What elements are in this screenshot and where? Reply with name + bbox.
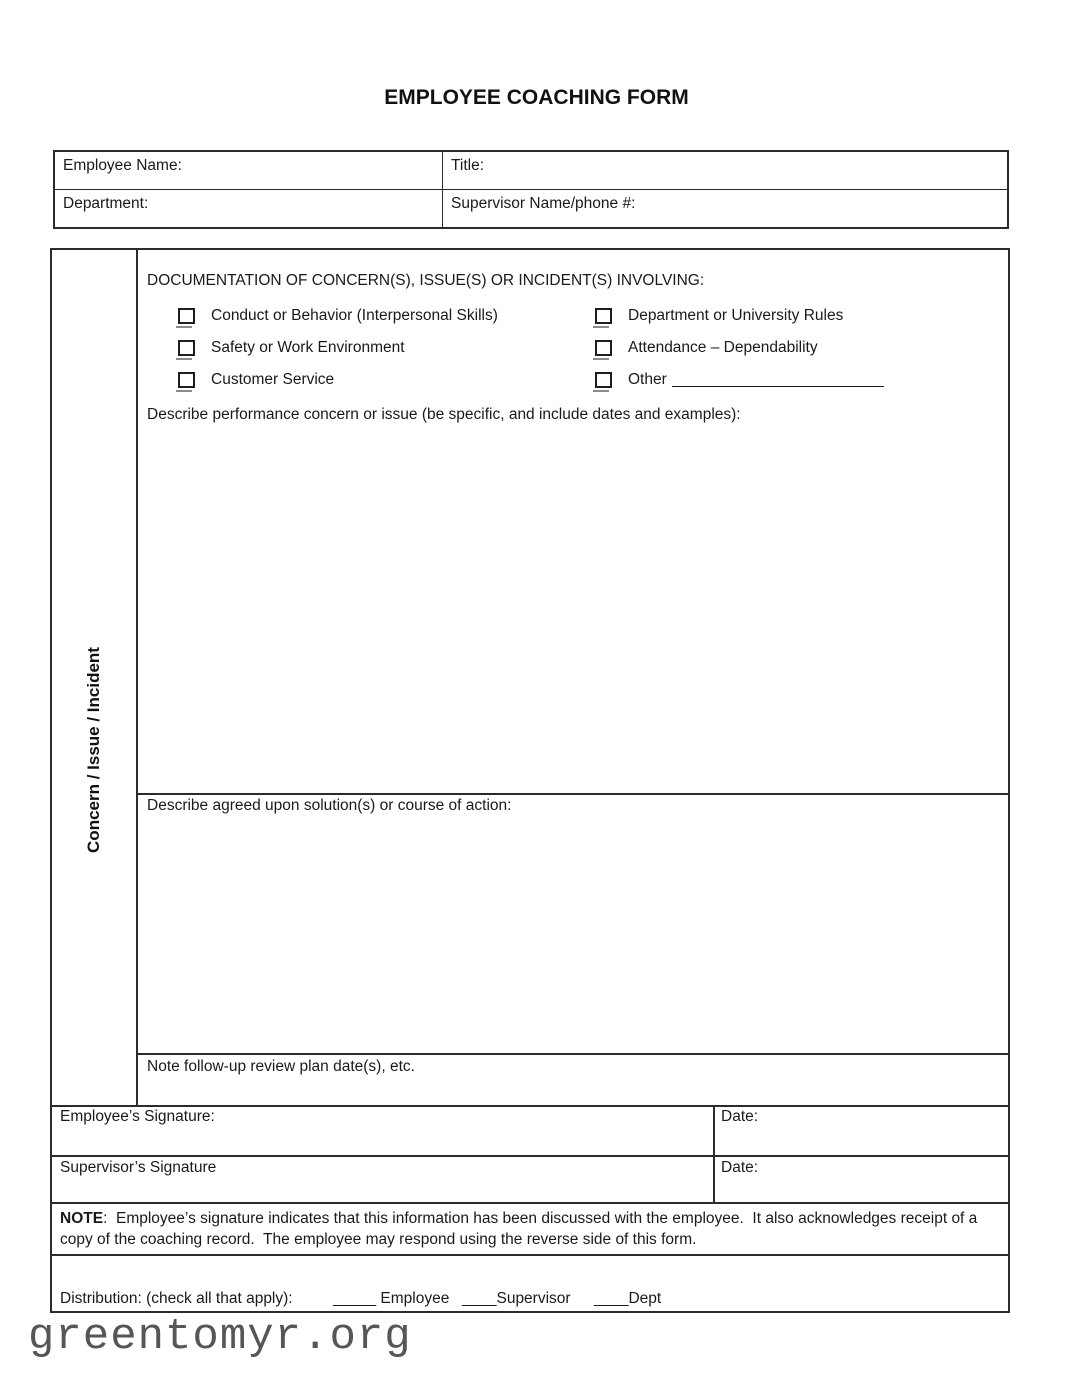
page-title: EMPLOYEE COACHING FORM — [384, 86, 689, 109]
followup-label: Note follow-up review plan date(s), etc. — [147, 1058, 415, 1075]
employee-signature-label: Employee’s Signature: — [60, 1108, 215, 1125]
checkbox-row-attendance — [595, 332, 884, 364]
department-field[interactable] — [55, 190, 443, 228]
checkbox-label-safety: Safety or Work Environment — [211, 339, 405, 356]
checkbox-label-department-rules: Department or University Rules — [628, 307, 844, 324]
checkbox-label-conduct: Conduct or Behavior (Interpersonal Skills) — [211, 307, 498, 324]
solution-description-area[interactable] — [138, 820, 1006, 1050]
checkbox-icon-customer-service[interactable] — [178, 372, 195, 388]
employee-name-field[interactable] — [55, 152, 443, 190]
followup-section-divider — [136, 1053, 1008, 1055]
concern-description-area[interactable] — [138, 430, 1006, 790]
concern-issue-incident-box — [50, 248, 1010, 1313]
header-info-table — [53, 150, 1009, 229]
supervisor-name-phone-label: Supervisor Name/phone #: — [451, 194, 636, 212]
employee-date-area[interactable] — [767, 1106, 1005, 1153]
followup-area[interactable] — [138, 1080, 1006, 1104]
checkbox-label-attendance: Attendance – Dependability — [628, 339, 818, 356]
supervisor-date-label: Date: — [721, 1159, 759, 1176]
distribution-label: Distribution: (check all that apply): — [60, 1290, 293, 1307]
note-bold-label: NOTE — [60, 1210, 104, 1227]
supervisor-signature-area[interactable] — [222, 1157, 710, 1200]
checkbox-row-other — [595, 364, 884, 396]
note-section-divider — [52, 1202, 1008, 1204]
side-label-concern-issue-incident: Concern / Issue / Incident — [84, 647, 103, 853]
watermark-text: greentomyr.org — [28, 1312, 412, 1362]
describe-concern-label: Describe performance concern or issue (be specific, and include dates and examples): — [147, 406, 741, 423]
checkbox-label-customer-service: Customer Service — [211, 371, 335, 388]
checkbox-icon-other[interactable] — [595, 372, 612, 388]
checkbox-icon-safety[interactable] — [178, 340, 195, 356]
checkbox-icon-department-rules[interactable] — [595, 308, 612, 324]
solution-section-divider — [136, 793, 1008, 795]
checkbox-row-conduct — [178, 300, 498, 332]
checkbox-icon-conduct[interactable] — [178, 308, 195, 324]
other-blank-line[interactable] — [672, 373, 884, 387]
note-line-1-text: : Employee’s signature indicates that this information has been discussed with the employee. It also acknowledges receipt of a — [103, 1210, 978, 1227]
note-paragraph — [60, 1208, 1004, 1250]
supervisor-name-phone-field[interactable] — [443, 190, 1007, 228]
checkbox-row-customer-service — [178, 364, 498, 396]
distribution-option-supervisor[interactable]: ____Supervisor — [462, 1290, 571, 1307]
note-line-2: copy of the coaching record. The employee may respond using the reverse side of this form. — [60, 1231, 697, 1248]
supervisor-signature-label: Supervisor’s Signature — [60, 1159, 217, 1176]
department-label: Department: — [63, 194, 149, 212]
employee-date-label: Date: — [721, 1108, 759, 1125]
distribution-section-divider — [52, 1254, 1008, 1256]
checkbox-row-department-rules — [595, 300, 884, 332]
describe-solution-label: Describe agreed upon solution(s) or course of action: — [147, 797, 512, 814]
note-line-1 — [60, 1208, 1004, 1229]
distribution-option-dept[interactable]: ____Dept — [594, 1290, 662, 1307]
distribution-option-employee[interactable]: _____ Employee — [333, 1290, 450, 1307]
title-field[interactable] — [443, 152, 1007, 190]
checkbox-label-other: Other — [628, 371, 667, 388]
checkbox-row-safety — [178, 332, 498, 364]
employee-name-label: Employee Name: — [63, 157, 182, 174]
checkbox-column-left — [178, 300, 498, 396]
documentation-heading: DOCUMENTATION OF CONCERN(S), ISSUE(S) OR INCIDENT(S) INVOLVING: — [147, 272, 705, 289]
checkbox-icon-attendance[interactable] — [595, 340, 612, 356]
employee-signature-area[interactable] — [222, 1106, 710, 1153]
supervisor-date-area[interactable] — [767, 1157, 1005, 1200]
title-label: Title: — [451, 157, 485, 174]
checkbox-column-right — [595, 300, 884, 396]
date-column-divider — [713, 1105, 715, 1202]
